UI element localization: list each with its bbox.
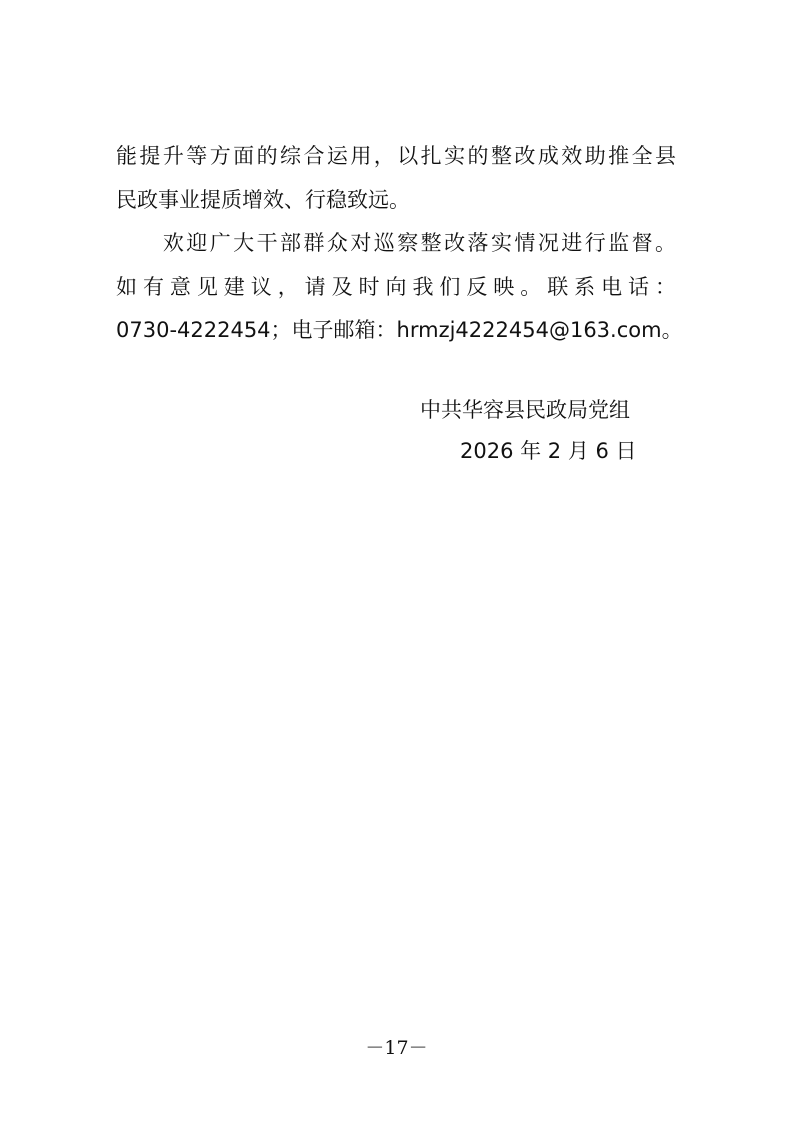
body-line-4: 如有意见建议，请及时向我们反映。联系电话：: [116, 275, 676, 299]
body-line-2: 民政事业提质增效、行稳致远。: [116, 188, 410, 212]
signature-organization: 中共华容县民政局党组: [420, 398, 630, 422]
body-line-5: 0730-4222454；电子邮箱：hrmzj4222454@163.com。: [116, 318, 683, 342]
signature-date: 2026 年 2 月 6 日: [460, 439, 637, 463]
body-line-3: 欢迎广大干部群众对巡察整改落实情况进行监督。: [116, 231, 676, 255]
body-line-1: 能提升等方面的综合运用，以扎实的整改成效助推全县: [116, 144, 676, 168]
page-number: －17－: [365, 1037, 428, 1059]
